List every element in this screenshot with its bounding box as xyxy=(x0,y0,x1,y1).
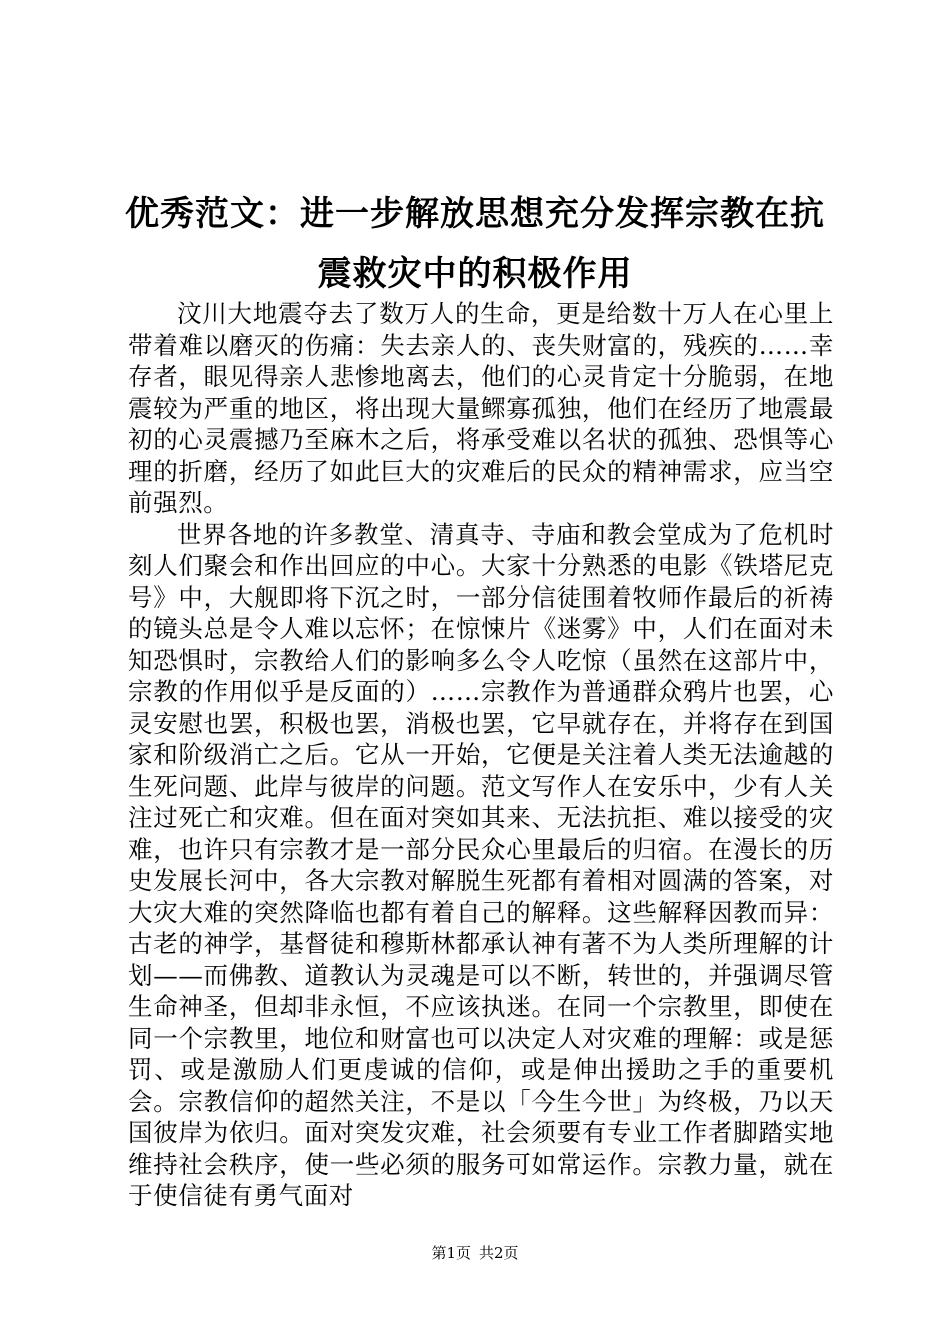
page-total: 共2页 xyxy=(479,1244,519,1262)
page-footer xyxy=(0,1243,950,1263)
document-title: 优秀范文：进一步解放思想充分发挥宗教在抗震救灾中的积极作用 xyxy=(125,194,825,294)
paragraph-2: 世界各地的许多教堂、清真寺、寺庙和教会堂成为了危机时刻人们聚会和作出回应的中心。大家十分熟悉的电影《铁塔尼克号》中，大舰即将下沉之时，一部分信徒围着牧师作最后的祈祷的镜头总是令人难以忘怀；在惊悚片《迷雾》中，人们在面对未知恐惧时，宗教给人们的影响多么令人吃惊（虽然在这部片中，宗教的作用似乎是反面的）……宗教作为普通群众鸦片也罢，心灵安慰也罢，积极也罢，消极也罢，它早就存在，并将存在到国家和阶级消亡之后。它从一开始，它便是关注着人类无法逾越的生死问题、此岸与彼岸的问题。范文写作人在安乐中，少有人关注过死亡和灾难。但在面对突如其来、无法抗拒、难以接受的灾难，也许只有宗教才是一部分民众心里最后的归宿。在漫长的历史发展长河中，各大宗教对解脱生死都有着相对圆满的答案，对大灾大难的突然降临也都有着自己的解释。这些解释因教而异：古老的神学，基督徒和穆斯林都承认神有著不为人类所理解的计划——而佛教、道教认为灵魂是可以不断，转世的，并强调尽管生命神圣，但却非永恒，不应该执迷。在同一个宗教里，即使在同一个宗教里，地位和财富也可以决定人对灾难的理解：或是惩罚、或是激励人们更虔诚的信仰，或是伸出援助之手的重要机会。宗教信仰的超然关注，不是以「今生今世」为终极，乃以天国彼岸为依归。面对突发灾难，社会须要有专业工作者脚踏实地维持社会秩序，使一些必须的服务可如常运作。宗教力量，就在于使信徒有勇气面对 xyxy=(128,519,834,1210)
page-number: 第1页 xyxy=(431,1244,471,1262)
document-body xyxy=(128,298,834,1212)
paragraph-1: 汶川大地震夺去了数万人的生命，更是给数十万人在心里上带着难以磨灭的伤痛：失去亲人的、丧失财富的，残疾的……幸存者，眼见得亲人悲惨地离去，他们的心灵肯定十分脆弱，在地震较为严重的地区，将出现大量鳏寡孤独，他们在经历了地震最初的心灵震撼乃至麻木之后，将承受难以名状的孤独、恐惧等心理的折磨，经历了如此巨大的灾难后的民众的精神需求，应当空前强烈。 xyxy=(128,299,835,517)
